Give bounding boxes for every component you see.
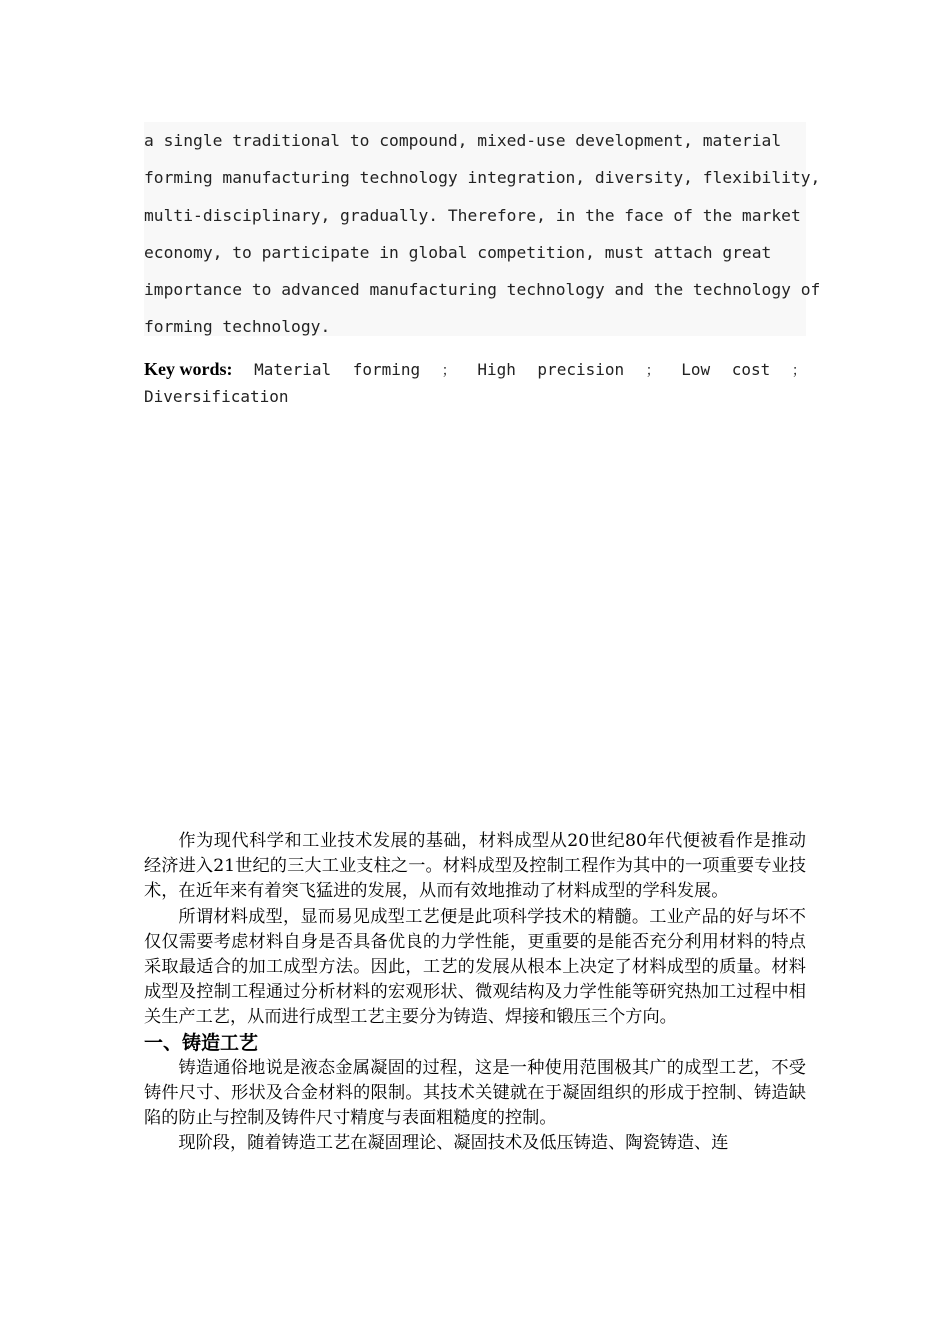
body-paragraph: 铸造通俗地说是液态金属凝固的过程，这是一种使用范围极其广的成型工艺，不受铸件尺寸、形状及合金材料的限制。其技术关键就在于凝固组织的形成于控制、铸造缺陷的防止与控制及铸件尺寸精度与表面粗糙度的控制。 xyxy=(144,1057,806,1129)
keyword-separator: ； xyxy=(645,363,660,379)
keyword-term: precision xyxy=(537,360,625,379)
abstract-line: multi-disciplinary, gradually. Therefore, in the face of the market xyxy=(144,205,801,225)
body-paragraph: 现阶段，随着铸造工艺在凝固理论、凝固技术及低压铸造、陶瓷铸造、连 xyxy=(178,1133,729,1154)
keyword-separator: ； xyxy=(791,363,806,379)
body-paragraph: 所谓材料成型，显而易见成型工艺便是此项科学技术的精髓。工业产品的好与坏不仅仅需要考虑材料自身是否具备优良的力学性能，更重要的是能否充分利用材料的特点采取最适合的加工成型方法。因此，工艺的发展从根本上决定了材料成型的质量。材料成型及控制工程通过分析材料的宏观形状、微观结构及力学性能等研究热加工过程中相关生产工艺，从而进行成型工艺主要分为铸造、焊接和锻压三个方向。 xyxy=(144,906,806,1028)
keywords-row xyxy=(144,357,806,384)
keyword-term: forming xyxy=(352,360,421,379)
keyword-term: Low xyxy=(681,360,711,379)
keyword-continuation: Diversification xyxy=(144,387,289,406)
keyword-term: High xyxy=(477,360,516,379)
abstract-text-block xyxy=(144,122,821,337)
keyword-term: Material xyxy=(254,360,332,379)
abstract-line: forming manufacturing technology integration, diversity, flexibility, xyxy=(144,168,821,188)
abstract-line: a single traditional to compound, mixed-use development, material xyxy=(144,131,782,150)
keyword-term: cost xyxy=(731,360,771,379)
keyword-separator: ； xyxy=(441,363,456,379)
abstract-line: forming technology. xyxy=(144,317,331,337)
body-text xyxy=(144,829,806,1157)
keywords-section xyxy=(144,357,806,409)
body-paragraph: 作为现代科学和工业技术发展的基础，材料成型从20世纪80年代便被看作是推动经济进入21世纪的三大工业支柱之一。材料成型及控制工程作为其中的一项重要专业技术，在近年来有着突飞猛进的发展，从而有效地推动了材料成型的学科发展。 xyxy=(144,831,806,902)
abstract-line: economy, to participate in global competition, must attach great xyxy=(144,242,772,262)
keywords-label: Key words: xyxy=(144,359,233,379)
section-heading: 一、铸造工艺 xyxy=(144,1031,259,1054)
abstract-line: importance to advanced manufacturing technology and the technology of xyxy=(144,280,821,300)
